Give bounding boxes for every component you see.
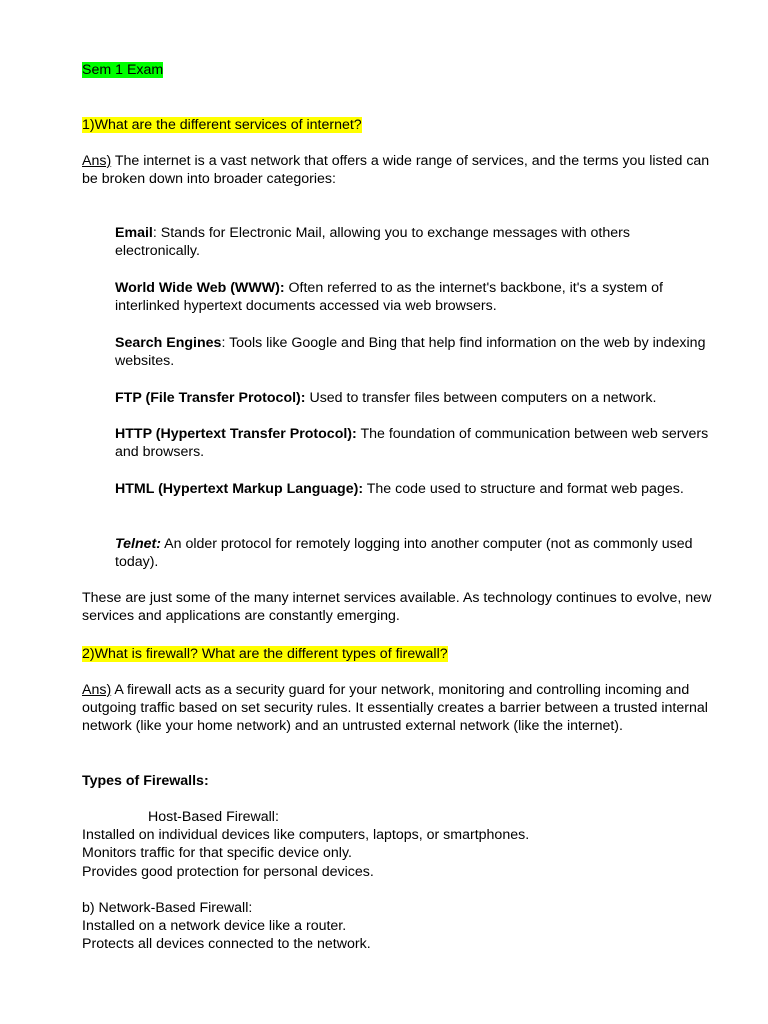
list-item: Monitors traffic for that specific device only. (82, 845, 352, 862)
service-item-email: Email: Stands for Electronic Mail, allowing you to exchange messages with others electronically. (115, 225, 630, 260)
ans-label: Ans) (82, 682, 112, 698)
host-based-section (82, 808, 722, 881)
host-based-title: Host-Based Firewall: (148, 809, 279, 825)
question-1: 1)What are the different services of internet? (82, 117, 362, 133)
q1-answer-intro: Ans) The internet is a vast network that offers a wide range of services, and the terms you listed can be broken down into broader categories: (82, 153, 710, 188)
service-item-telnet: Telnet: An older protocol for remotely logging into another computer (not as commonly used today). (115, 536, 693, 571)
service-item-www: World Wide Web (WWW): Often referred to as the internet's backbone, it's a system of interlinked hypertext documents accessed via web browsers. (115, 280, 663, 315)
network-based-section (82, 899, 722, 954)
service-item-html: HTML (Hypertext Markup Language): The code used to structure and format web pages. (115, 481, 684, 497)
q1-conclusion: These are just some of the many internet services available. As technology continues to evolve, new services and applications are constantly emerging. (82, 590, 712, 625)
list-item: Installed on a network device like a router. (82, 918, 347, 935)
question-2: 2)What is firewall? What are the different types of firewall? (82, 646, 448, 662)
exam-title: Sem 1 Exam (82, 62, 164, 78)
service-item-search-engines: Search Engines: Tools like Google and Bing that help find information on the web by indexing websites. (115, 335, 706, 370)
list-item: Provides good protection for personal devices. (82, 863, 374, 880)
q2-answer: Ans) A firewall acts as a security guard for your network, monitoring and controlling incoming and outgoing traffic based on set security rules. It essentially creates a barrier between a trusted internal network (like your home network) and an untrusted external network (like the internet). (82, 682, 708, 735)
service-item-http: HTTP (Hypertext Transfer Protocol): The foundation of communication between web servers and browsers. (115, 426, 709, 461)
network-based-title: b) Network-Based Firewall: (82, 900, 253, 916)
list-item: Installed on individual devices like computers, laptops, or smartphones. (82, 827, 530, 844)
list-item: Protects all devices connected to the network. (82, 936, 371, 953)
ans-label: Ans) (82, 153, 112, 169)
service-item-ftp: FTP (File Transfer Protocol): Used to transfer files between computers on a network. (115, 390, 657, 406)
types-heading: Types of Firewalls: (82, 773, 209, 789)
